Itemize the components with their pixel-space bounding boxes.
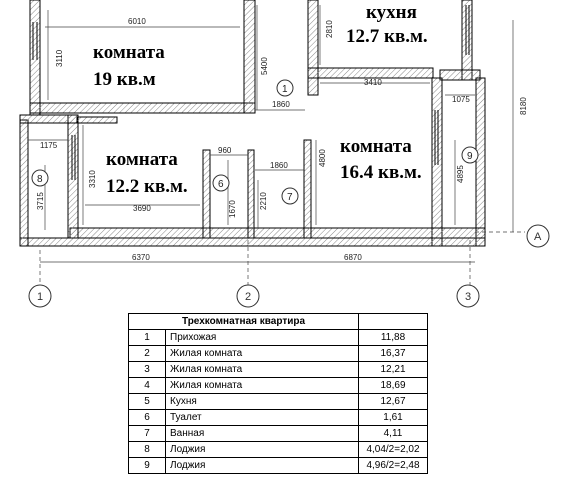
dim-960: 960 <box>218 146 232 155</box>
marker-1-label: 1 <box>282 84 288 95</box>
area-table <box>128 313 428 474</box>
table-cell-value: 11,88 <box>359 330 428 346</box>
table-cell-value: 4,96/2=2,48 <box>359 458 428 474</box>
room19-name: комната <box>93 42 165 63</box>
dim-6010: 6010 <box>128 17 146 26</box>
dim-1175: 1175 <box>40 141 58 150</box>
wall-kitchen-right <box>462 0 472 80</box>
table-cell-name: Прихожая <box>166 330 359 346</box>
wall-wc-left <box>203 150 210 238</box>
wall-loggia-top <box>20 115 78 123</box>
wall-kitchen-corner <box>440 70 480 80</box>
wall-kitchen-left <box>308 0 318 95</box>
table-cell-n: 6 <box>129 410 166 426</box>
dim-8180: 8180 <box>519 97 528 115</box>
wall-room19-right <box>244 0 255 113</box>
dim-5400: 5400 <box>260 57 269 75</box>
table-cell-name: Туалет <box>166 410 359 426</box>
table-cell-n: 4 <box>129 378 166 394</box>
table-cell-n: 2 <box>129 346 166 362</box>
table-cell-name: Жилая комната <box>166 346 359 362</box>
room19-area: 19 кв.м <box>93 69 156 90</box>
table-cell-value: 16,37 <box>359 346 428 362</box>
wall-room122-left <box>68 115 78 238</box>
wall-room164-right <box>432 78 442 246</box>
room122-name: комната <box>106 149 178 170</box>
marker-9-label: 9 <box>467 151 473 162</box>
dim-1670: 1670 <box>228 200 237 218</box>
wall-wc-right <box>248 150 254 238</box>
table-cell-n: 1 <box>129 330 166 346</box>
room122-area: 12.2 кв.м. <box>106 176 188 197</box>
table-cell-name: Жилая комната <box>166 378 359 394</box>
axis-2-label: 2 <box>245 291 252 303</box>
table-cell-n: 8 <box>129 442 166 458</box>
wall-right-outer <box>476 78 485 246</box>
table-body <box>129 330 428 474</box>
marker-6-label: 6 <box>218 179 224 190</box>
table-cell-name: Кухня <box>166 394 359 410</box>
room164-name: комната <box>340 136 412 157</box>
table-row <box>129 346 428 362</box>
axis-a-label: A <box>534 231 542 243</box>
table-cell-value: 12,21 <box>359 362 428 378</box>
wall-bath-right <box>304 140 311 238</box>
table-cell-value: 1,61 <box>359 410 428 426</box>
dim-2810: 2810 <box>325 20 334 38</box>
dim-4895: 4895 <box>456 165 465 183</box>
dim-3310: 3310 <box>88 170 97 188</box>
table-header-row <box>129 314 428 330</box>
dim-3110: 3110 <box>55 49 64 67</box>
table-title: Трехкомнатная квартира <box>129 314 359 330</box>
table-row <box>129 458 428 474</box>
table-cell-n: 7 <box>129 426 166 442</box>
table-cell-name: Лоджия <box>166 442 359 458</box>
wall-kitchen-bottom <box>308 68 433 78</box>
dim-1860-mid: 1860 <box>270 161 288 170</box>
table-cell-value: 18,69 <box>359 378 428 394</box>
table-cell-n: 3 <box>129 362 166 378</box>
axis-3-label: 3 <box>465 291 472 303</box>
table-row <box>129 394 428 410</box>
table-cell-n: 9 <box>129 458 166 474</box>
marker-7-label: 7 <box>287 192 293 203</box>
wall-room122-top <box>77 117 117 123</box>
dim-3715: 3715 <box>36 192 45 210</box>
kitchen-name: кухня <box>366 2 417 23</box>
dim-1075: 1075 <box>452 95 470 104</box>
marker-8-label: 8 <box>37 174 43 185</box>
room164-area: 16.4 кв.м. <box>340 162 422 183</box>
axis-1-label: 1 <box>37 291 44 303</box>
table-cell-value: 4,11 <box>359 426 428 442</box>
wall-bottom <box>70 228 485 238</box>
table-title-blank <box>359 314 428 330</box>
table-cell-name: Ванная <box>166 426 359 442</box>
table-row <box>129 410 428 426</box>
table-cell-value: 4,04/2=2,02 <box>359 442 428 458</box>
dim-3690: 3690 <box>133 204 151 213</box>
dim-1860-top: 1860 <box>272 100 290 109</box>
table-cell-name: Жилая комната <box>166 362 359 378</box>
dim-3410: 3410 <box>364 78 382 87</box>
wall-bottom-outer <box>20 238 485 246</box>
dim-6870: 6870 <box>344 253 362 262</box>
table-row <box>129 426 428 442</box>
table-cell-n: 5 <box>129 394 166 410</box>
wall-left-upper <box>30 0 40 115</box>
dim-6370: 6370 <box>132 253 150 262</box>
table-row <box>129 378 428 394</box>
table-row <box>129 362 428 378</box>
table-cell-name: Лоджия <box>166 458 359 474</box>
table-row <box>129 442 428 458</box>
wall-loggia-left <box>20 120 28 246</box>
dim-4800: 4800 <box>318 149 327 167</box>
table-cell-value: 12,67 <box>359 394 428 410</box>
dim-2210: 2210 <box>259 192 268 210</box>
wall-room19-bottom <box>30 103 255 113</box>
kitchen-area: 12.7 кв.м. <box>346 26 428 47</box>
table-row <box>129 330 428 346</box>
